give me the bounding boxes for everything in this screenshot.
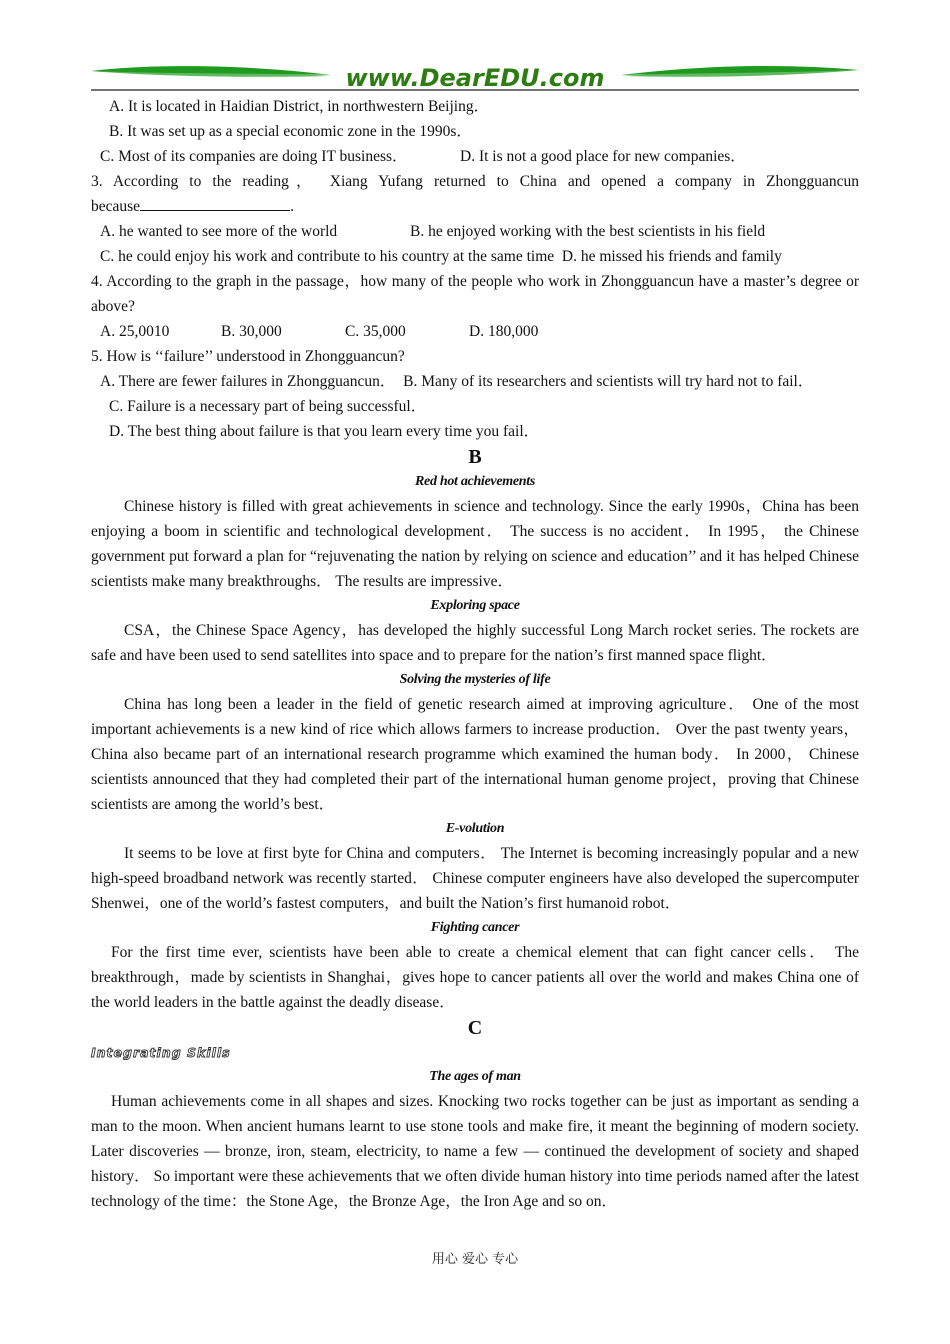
q3-stem-line2	[91, 194, 859, 219]
paragraph-exploring-space: CSA，the Chinese Space Agency，has developed the highly successful Long March rocket series. The rockets are safe and have been used to send satellites into space and to prepare for the nation’s first manned space flight．	[91, 622, 859, 664]
q5-option-c: C. Failure is a necessary part of being successful．	[109, 398, 427, 415]
integrating-skills-label: Integrating Skills	[91, 1045, 231, 1060]
q3-because: because	[91, 198, 141, 215]
q4-option-a: A. 25,0010	[100, 323, 170, 340]
document-page	[91, 60, 859, 1214]
q2-option-a: A. It is located in Haidian District, in northwestern Beijing．	[109, 98, 490, 115]
header-swoosh-icon	[91, 62, 859, 92]
q3-stem-end: .	[290, 198, 294, 215]
q4-stem: 4. According to the graph in the passage，how many of the people who work in Zhongguancun have a master’s degree or above?	[91, 273, 859, 315]
q3-answer-blank[interactable]	[140, 195, 290, 211]
paragraph-e-volution: It seems to be love at first byte for China and computers． The Internet is becoming increasingly popular and a new high-speed broadband network was recently started． Chinese computer engineers have also developed the supercomputer Shenwei，one of the world’s fastest computers，and built the Nation’s first humanoid robot．	[91, 845, 859, 912]
q2-option-c: C. Most of its companies are doing IT business．	[100, 148, 408, 165]
site-logo: www.DearEDU.com	[345, 64, 605, 92]
q3-option-d: D. he missed his friends and family	[561, 248, 782, 265]
subheading-fighting-cancer: Fighting cancer	[430, 920, 520, 935]
section-b-title: Red hot achievements	[415, 474, 535, 489]
q3-options-cd	[91, 244, 859, 269]
q5-option-d: D. The best thing about failure is that you learn every time you fail．	[109, 423, 540, 440]
q2-option-b: B. It was set up as a special economic zone in the 1990s．	[109, 123, 472, 140]
q2-option-d: D. It is not a good place for new companies．	[460, 148, 746, 165]
section-b-heading: B	[468, 446, 482, 468]
q5-options-ab	[91, 369, 859, 394]
q5-option-a: A. There are fewer failures in Zhongguancun．	[100, 373, 396, 390]
page-footer: 用心 爱心 专心	[431, 1252, 519, 1267]
subheading-exploring-space: Exploring space	[430, 598, 520, 613]
q3-option-b: B. he enjoyed working with the best scientists in his field	[410, 223, 766, 240]
paragraph-mysteries-of-life: China has long been a leader in the field of genetic research aimed at improving agriculture． One of the most important achievements is a new kind of rice which allows farmers to increase production． Over the past twenty years， China also became part of an international research programme which examined the human body． In 2000， Chinese scientists announced that they had completed their part of the international human genome project，proving that Chinese scientists are among the world’s best．	[91, 696, 859, 813]
q3-option-c: C. he could enjoy his work and contribute to his country at the same time	[100, 248, 555, 265]
q4-option-d: D. 180,000	[469, 323, 539, 340]
subheading-e-volution: E-volution	[445, 821, 505, 836]
paragraph-fighting-cancer: For the first time ever, scientists have been able to create a chemical element that can fight cancer cells． The breakthrough，made by scientists in Shanghai，gives hope to cancer patients all over the world and makes China one of the world leaders in the battle against the deadly disease．	[91, 944, 859, 1011]
paragraph-ages-of-man: Human achievements come in all shapes and sizes. Knocking two rocks together can be just as important as sending a man to the moon. When ancient humans learnt to use stone tools and make fire, it meant the beginning of modern society. Later discoveries — bronze, iron, steam, electricity, to name a few — continued the development of society and shaped history． So important were these achievements that we often divide human history into time periods named after the latest technology of the time：the Stone Age，the Bronze Age，the Iron Age and so on．	[91, 1093, 859, 1210]
q3-option-a: A. he wanted to see more of the world	[100, 223, 338, 240]
q4-option-b: B. 30,000	[221, 323, 282, 340]
section-c-heading: C	[467, 1017, 483, 1039]
q3-stem	[91, 169, 859, 194]
subheading-mysteries-of-life: Solving the mysteries of life	[399, 672, 551, 687]
q2-options-cd	[91, 144, 859, 169]
q4-options	[91, 319, 859, 344]
q5-option-b: B. Many of its researchers and scientists will try hard not to fail．	[403, 373, 814, 390]
section-b-intro: Chinese history is filled with great achievements in science and technology. Since the early 1990s，China has been enjoying a boom in scientific and technological development． The success is no accident． In 1995， the Chinese government put forward a plan for “rejuvenating the nation by relying on science and education’’ and it has helped Chinese scientists make many breakthroughs． The results are impressive．	[91, 498, 859, 590]
q5-stem: 5. How is ‘‘failure’’ understood in Zhongguancun?	[91, 348, 405, 365]
q3-options-ab	[91, 219, 859, 244]
q3-stem-line1: 3. According to the reading， Xiang Yufang returned to China and opened a company in Zhongguancun	[91, 173, 859, 190]
q4-option-c: C. 35,000	[345, 323, 406, 340]
section-c-title: The ages of man	[429, 1069, 521, 1084]
site-header	[91, 60, 859, 94]
